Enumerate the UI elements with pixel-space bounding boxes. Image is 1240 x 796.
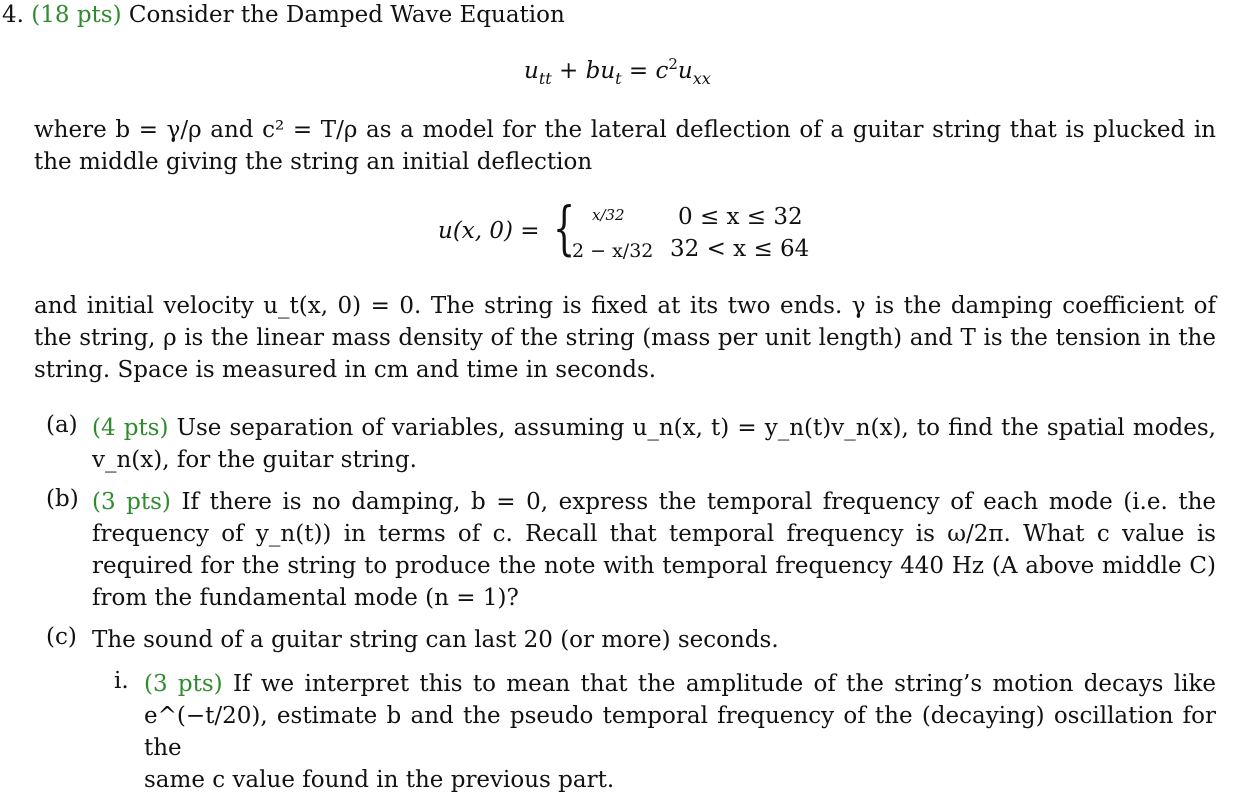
- part-c-i-line-2: e^(−t/20), estimate b and the pseudo temporal frequency of the (decaying) oscillation for the: [144, 703, 1216, 761]
- case1-expr: x/32: [592, 206, 625, 224]
- left-brace: {: [553, 194, 576, 262]
- part-a-points: (4 pts): [92, 415, 169, 441]
- where-line-1: where b = γ/ρ and c² = T/ρ as a model for the lateral deflection of a guitar string that is plucked in: [34, 117, 1216, 143]
- part-c-label: (c): [46, 624, 77, 650]
- case2-expr: 2 − x/32: [572, 240, 654, 262]
- part-a: [92, 412, 1216, 476]
- setup-line-3: string. Space is measured in cm and time in seconds.: [34, 357, 657, 383]
- problem-title: Consider the Damped Wave Equation: [128, 2, 565, 28]
- part-c-i: [144, 668, 1216, 796]
- part-c-i-points: (3 pts): [144, 671, 223, 697]
- part-b-line-2: frequency of y_n(t)) in terms of c. Recall that temporal frequency is ω/2π. What c value is: [92, 521, 1216, 547]
- setup-line-1: and initial velocity u_t(x, 0) = 0. The string is fixed at its two ends. γ is the damping coefficient of: [34, 293, 1216, 319]
- problem-header: [2, 2, 565, 28]
- part-c-i-line-1: If we interpret this to mean that the amplitude of the string’s motion decays like: [232, 671, 1216, 697]
- where-line-2: the middle giving the string an initial deflection: [34, 149, 593, 175]
- part-c-line-1: The sound of a guitar string can last 20 (or more) seconds.: [92, 627, 779, 653]
- part-a-line-2: v_n(x), for the guitar string.: [92, 447, 417, 473]
- part-c-i-line-3: same c value found in the previous part.: [144, 767, 615, 793]
- part-b-line-1: If there is no damping, b = 0, express the temporal frequency of each mode (i.e. the: [181, 489, 1217, 515]
- part-a-label: (a): [46, 412, 78, 438]
- problem-number: 4.: [2, 2, 24, 28]
- deflection-lhs: u(x, 0) =: [438, 218, 540, 244]
- part-b-points: (3 pts): [92, 489, 171, 515]
- case1-cond: 0 ≤ x ≤ 32: [678, 204, 803, 230]
- main-equation: $u_{tt} + bu_t = c^2u_{xx}$: [524, 55, 711, 88]
- setup-paragraph: [34, 290, 1216, 386]
- part-c: [92, 624, 1216, 656]
- setup-line-2: the string, ρ is the linear mass density of the string (mass per unit length) and T is the tension in the: [34, 325, 1216, 351]
- part-b-line-3: required for the string to produce the note with temporal frequency 440 Hz (A above middle C): [92, 553, 1216, 579]
- case2-cond: 32 < x ≤ 64: [670, 236, 810, 262]
- part-c-i-label: i.: [114, 668, 129, 694]
- where-paragraph: [34, 114, 1216, 178]
- part-b-line-4: from the fundamental mode (n = 1)?: [92, 585, 519, 611]
- part-b: [92, 486, 1216, 614]
- problem-points: (18 pts): [31, 2, 122, 28]
- part-b-label: (b): [46, 486, 79, 512]
- part-a-line-1: Use separation of variables, assuming u_n(x, t) = y_n(t)v_n(x), to find the spatial modes,: [176, 415, 1216, 441]
